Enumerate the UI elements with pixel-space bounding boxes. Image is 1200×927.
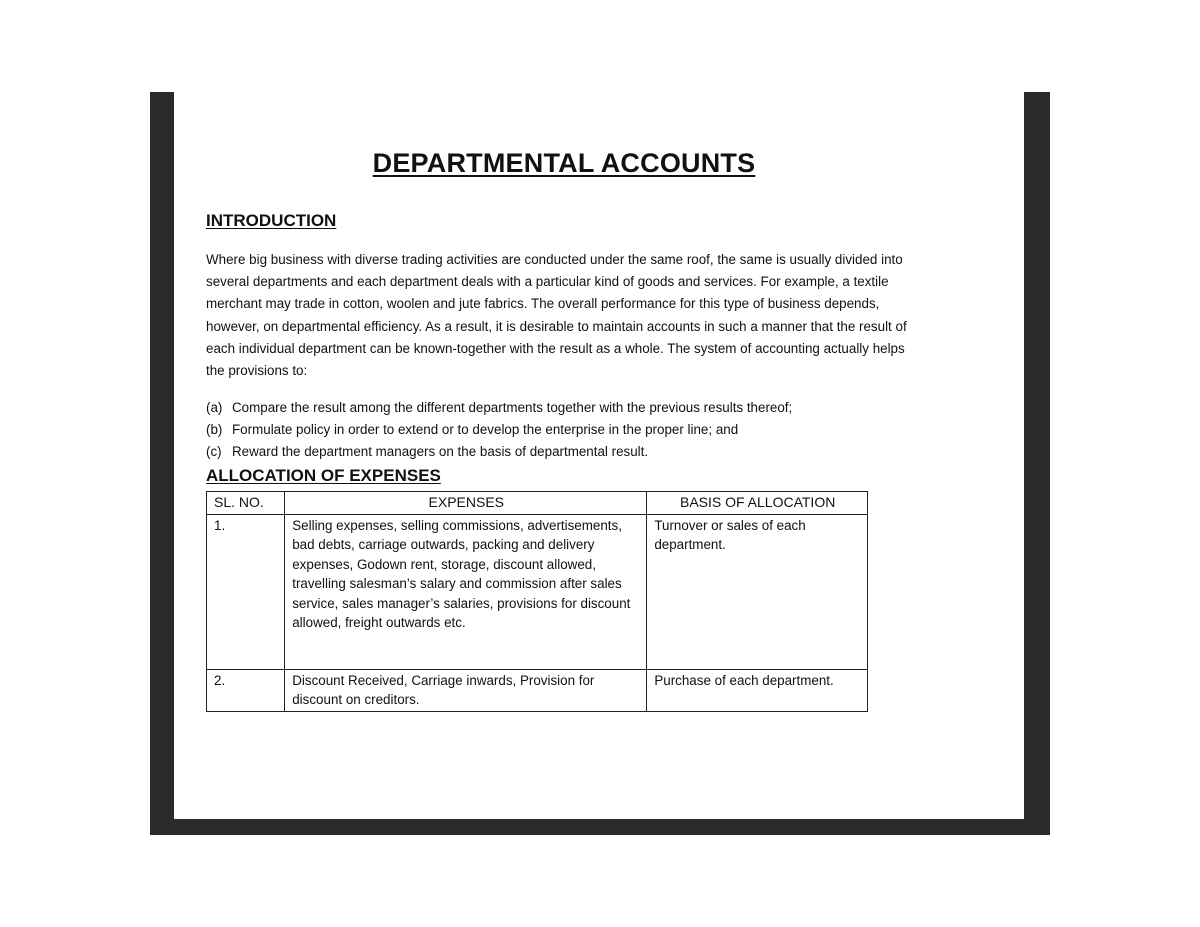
cell-sl-no: 1. (207, 514, 285, 669)
list-marker: (c) (206, 444, 222, 460)
list-item-text: Formulate policy in order to extend or to develop the enterprise in the proper line; and (232, 422, 739, 438)
column-header-sl-no: SL. NO. (207, 492, 285, 515)
list-item (206, 441, 926, 463)
column-header-basis: BASIS OF ALLOCATION (647, 492, 868, 515)
list-marker: (a) (206, 400, 223, 415)
list-marker: (b) (206, 422, 223, 438)
table-header-row (207, 492, 868, 515)
provisions-list (206, 397, 926, 464)
list-item-text: Compare the result among the different departments together with the previous results thereof; (232, 400, 793, 415)
list-item (206, 419, 926, 441)
list-item-text: Reward the department managers on the basis of departmental result. (232, 444, 649, 460)
cell-basis: Purchase of each department. (647, 669, 868, 711)
table-row (207, 669, 868, 711)
document-title: DEPARTMENTAL ACCOUNTS (372, 148, 756, 178)
cell-expenses: Discount Received, Carriage inwards, Provision for discount on creditors. (285, 669, 647, 711)
cell-basis: Turnover or sales of each department. (647, 514, 868, 669)
cell-sl-no: 2. (207, 669, 285, 711)
introduction-heading: INTRODUCTION (206, 211, 337, 230)
column-header-expenses: EXPENSES (285, 492, 647, 515)
list-item (206, 397, 926, 419)
cell-expenses: Selling expenses, selling commissions, advertisements, bad debts, carriage outwards, packing and delivery expenses, Godown rent, storage, discount allowed, travelling salesman’s salary and commission after sales service, sales manager’s salaries, provisions for discount allowed, freight outwards etc. (285, 514, 647, 669)
introduction-paragraph: Where big business with diverse trading activities are conducted under the same roof, the same is usually divided into several departments and each department deals with a particular kind of goods and services. For example, a textile merchant may trade in cotton, woolen and jute fabrics. The overall performance for this type of business depends, however, on departmental efficiency. As a result, it is desirable to maintain accounts in such a manner that the result of each individual department can be known-together with the result as a whole. The system of accounting actually helps the provisions to: (206, 252, 907, 379)
allocation-table (206, 491, 868, 712)
allocation-heading: ALLOCATION OF EXPENSES (206, 466, 441, 485)
table-row (207, 514, 868, 669)
